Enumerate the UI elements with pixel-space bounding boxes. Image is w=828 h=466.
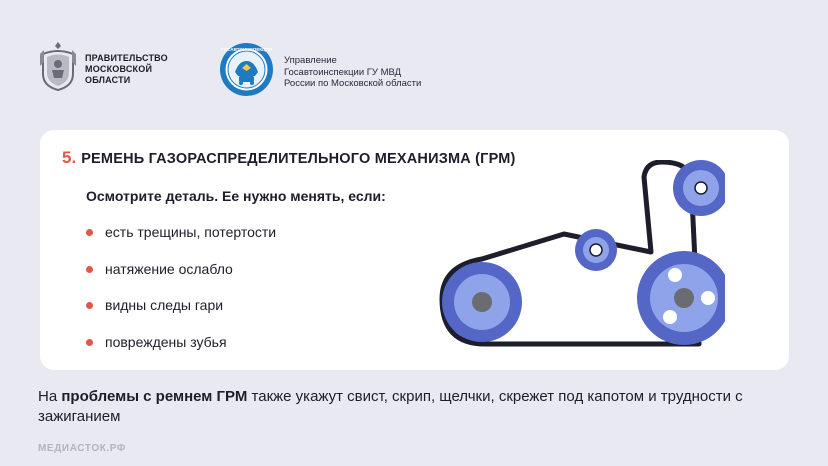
bullet-dot-icon xyxy=(86,302,93,309)
bullet-dot-icon xyxy=(86,229,93,236)
footer-rest: также укажут свист, скрип, щелчки, скрежет под капотом и трудности с зажиганием xyxy=(38,388,743,425)
list-item xyxy=(86,260,276,297)
gibdd-name: Управление Госавтоинспекции ГУ МВД России по Московской области xyxy=(284,55,422,89)
gibdd-logo-text: ГОСАВТОИНСПЕКЦИЯ xyxy=(220,47,273,52)
list-item-text: есть трещины, потертости xyxy=(105,224,277,240)
list-item-text: видны следы гари xyxy=(105,297,224,313)
section-number: 5. xyxy=(62,148,77,167)
section-heading: РЕМЕНЬ ГАЗОРАСПРЕДЕЛИТЕЛЬНОГО МЕХАНИЗМА (ГРМ) xyxy=(81,151,516,167)
footer-prefix: На xyxy=(38,388,62,405)
list-item-text: натяжение ослабло xyxy=(105,260,233,277)
bullet-list xyxy=(86,223,276,369)
bullet-dot-icon xyxy=(86,339,93,346)
moscow-region-coat-of-arms-icon xyxy=(38,40,78,92)
source-label: МЕДИАСТОК.РФ xyxy=(38,443,127,454)
government-name: ПРАВИТЕЛЬСТВО МОСКОВСКОЙ ОБЛАСТИ xyxy=(85,53,168,85)
footer-note xyxy=(38,387,798,427)
info-card xyxy=(40,130,789,370)
list-item-text: повреждены зубья xyxy=(105,333,227,350)
crankshaft-pulley xyxy=(442,262,522,342)
gibdd-emblem-icon xyxy=(219,42,274,97)
footer-bold: проблемы с ремнем ГРМ xyxy=(61,388,248,405)
bullet-dot-icon xyxy=(86,266,93,273)
tensioner-pulley xyxy=(575,229,617,271)
camshaft-pulley xyxy=(673,160,725,216)
list-item xyxy=(86,333,276,370)
water-pump-pulley xyxy=(637,251,725,345)
timing-belt-diagram xyxy=(435,160,725,355)
header xyxy=(38,38,798,98)
lead-text: Осмотрите деталь. Ее нужно менять, если: xyxy=(86,188,386,204)
list-item xyxy=(86,296,276,333)
list-item xyxy=(86,223,276,260)
